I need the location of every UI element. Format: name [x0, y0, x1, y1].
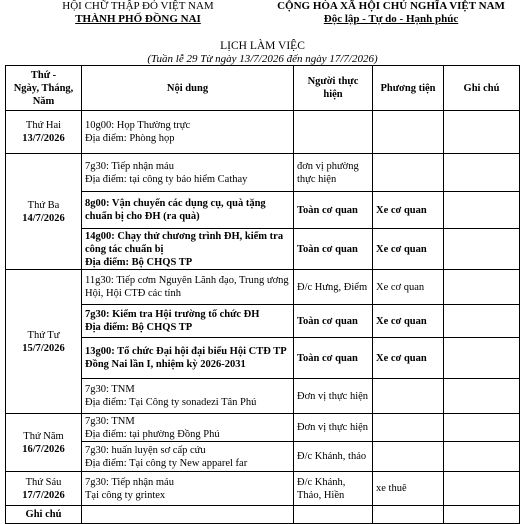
table-row [6, 414, 520, 442]
vehicle-cell: Xe cơ quan [373, 270, 444, 305]
content-cell [82, 414, 294, 442]
column-header-day-line2: Ngày, Tháng, [13, 82, 74, 94]
document-title: LỊCH LÀM VIỆC [220, 40, 305, 52]
table-row [6, 111, 520, 154]
footer-row [6, 506, 520, 524]
vehicle-cell [373, 442, 444, 472]
table-row [6, 442, 520, 472]
content-cell [82, 379, 294, 414]
table-row [6, 338, 520, 379]
table-header-row [6, 66, 520, 111]
content-cell [82, 229, 294, 270]
organization-header [20, 0, 256, 26]
content-cell [82, 154, 294, 192]
content-cell [82, 442, 294, 472]
vehicle-cell: Xe cơ quan [373, 338, 444, 379]
note-cell [444, 442, 520, 472]
vehicle-cell [373, 154, 444, 192]
content-location: Địa điểm: Tại Công ty sonadezi Tân Phú [85, 397, 257, 408]
person-cell: Toàn cơ quan [294, 229, 373, 270]
person-cell: Toàn cơ quan [294, 338, 373, 379]
vehicle-cell: Xe cơ quan [373, 229, 444, 270]
content-line: 7g30: Tiếp nhận máu [85, 160, 174, 172]
column-header-note: Ghi chú [444, 66, 520, 111]
person-cell: Đ/c Khánh, thảo [294, 442, 373, 472]
vehicle-cell [373, 379, 444, 414]
column-header-content: Nội dung [82, 66, 294, 111]
note-cell [444, 338, 520, 379]
content-location: Địa điểm: tại công ty bảo hiểm Cathay [85, 173, 248, 185]
person-cell: Đơn vị thực hiện [294, 414, 373, 442]
table-row [6, 379, 520, 414]
footer-empty-cell [373, 506, 444, 524]
column-header-person: Người thực hiện [294, 66, 373, 111]
day-cell-tuesday [6, 154, 82, 270]
person-cell: Toàn cơ quan [294, 305, 373, 338]
schedule-table [5, 65, 520, 524]
person-cell: Đ/c Khánh, Thảo, Hiền [294, 472, 373, 506]
note-cell [444, 270, 520, 305]
column-header-vehicle: Phương tiện [373, 66, 444, 111]
content-cell [82, 270, 294, 305]
national-header [262, 0, 520, 26]
national-motto: Độc lập - Tự do - Hạnh phúc [323, 13, 459, 25]
day-date: 16/7/2026 [22, 443, 65, 455]
day-name: Thứ Tư [27, 329, 60, 341]
day-cell-wednesday [6, 270, 82, 414]
column-header-day-line1: Thứ - [30, 69, 57, 81]
document-subtitle: (Tuần lễ 29 Từ ngày 13/7/2026 đến ngày 17/7/2026) [147, 53, 378, 65]
content-cell [82, 338, 294, 379]
vehicle-cell: Xe cơ quan [373, 305, 444, 338]
content-line: 10g00: Họp Thường trực [85, 120, 191, 131]
person-cell: đơn vị phường thực hiện [294, 154, 373, 192]
content-location: Địa điểm: Bộ CHQS TP [85, 256, 193, 268]
content-line: 8g00: Vận chuyển các dụng cụ, quà tặng chuẩn bị cho ĐH (ra quà) [85, 198, 266, 222]
note-cell [444, 229, 520, 270]
vehicle-cell [373, 111, 444, 154]
note-cell [444, 379, 520, 414]
day-date: 14/7/2026 [22, 212, 65, 224]
content-line: 7g30: TNM [85, 384, 135, 395]
day-cell-monday [6, 111, 82, 154]
column-header-day [6, 66, 82, 111]
content-line: 14g00: Chạy thử chương trình ĐH, kiểm tra công tác chuẩn bị [85, 230, 284, 255]
vehicle-cell [373, 414, 444, 442]
footer-empty-cell [294, 506, 373, 524]
content-line: 13g00: Tổ chức Đại hội đại biểu Hội CTĐ TP Đồng Nai lần I, nhiệm kỳ 2026-2031 [85, 346, 287, 370]
day-name: Thứ Hai [25, 120, 62, 131]
person-cell: Đơn vị thực hiện [294, 379, 373, 414]
person-cell: Toàn cơ quan [294, 192, 373, 229]
content-line: 7g30: huấn luyện sơ cấp cứu [85, 444, 206, 456]
table-row [6, 472, 520, 506]
table-row [6, 270, 520, 305]
content-location: Địa điểm: Tại công ty New apparel far [85, 457, 248, 469]
content-location: Địa điểm: Phòng họp [85, 133, 175, 144]
note-cell [444, 111, 520, 154]
content-cell [82, 192, 294, 229]
footer-empty-cell [82, 506, 294, 524]
note-cell [444, 472, 520, 506]
content-location: Địa điểm: Bộ CHQS TP [85, 322, 193, 333]
table-row [6, 154, 520, 192]
day-date: 13/7/2026 [22, 133, 65, 144]
note-cell [444, 192, 520, 229]
day-name: Thứ Ba [27, 199, 60, 211]
note-cell [444, 305, 520, 338]
footer-empty-cell [444, 506, 520, 524]
person-cell: Đ/c Hưng, Điểm [294, 270, 373, 305]
day-date: 17/7/2026 [22, 489, 65, 501]
table-row [6, 305, 520, 338]
national-name: CỘNG HÒA XÃ HỘI CHỦ NGHĨA VIỆT NAM [277, 0, 505, 12]
day-name: Thứ Năm [23, 430, 64, 442]
day-name: Thứ Sáu [25, 476, 62, 488]
content-line: 7g30: Kiểm tra Hội trường tổ chức ĐH [85, 309, 260, 320]
content-cell [82, 111, 294, 154]
vehicle-cell: Xe cơ quan [373, 192, 444, 229]
content-location: Địa điểm: tại phường Đồng Phú [85, 428, 220, 440]
day-cell-friday [6, 472, 82, 506]
day-cell-thursday [6, 414, 82, 472]
content-location: Tại công ty grintex [85, 489, 166, 501]
column-header-day-line3: Năm [32, 95, 55, 107]
content-cell [82, 305, 294, 338]
note-cell [444, 414, 520, 442]
vehicle-cell: xe thuê [373, 472, 444, 506]
content-line: 7g30: Tiếp nhận máu [85, 476, 174, 488]
table-row [6, 192, 520, 229]
person-cell [294, 111, 373, 154]
footer-label: Ghi chú [25, 509, 62, 520]
content-line: 11g30: Tiếp cơm Nguyên Lãnh đạo, Trung ương Hội, Hội CTĐ các tỉnh [85, 275, 289, 299]
day-date: 15/7/2026 [22, 342, 65, 354]
table-row [6, 229, 520, 270]
footer-label-cell [6, 506, 82, 524]
content-line: 7g30: TNM [85, 415, 135, 427]
note-cell [444, 154, 520, 192]
organization-name: HỘI CHỮ THẬP ĐỎ VIỆT NAM [62, 0, 214, 12]
content-cell [82, 472, 294, 506]
organization-branch: THÀNH PHỐ ĐỒNG NAI [75, 13, 201, 25]
